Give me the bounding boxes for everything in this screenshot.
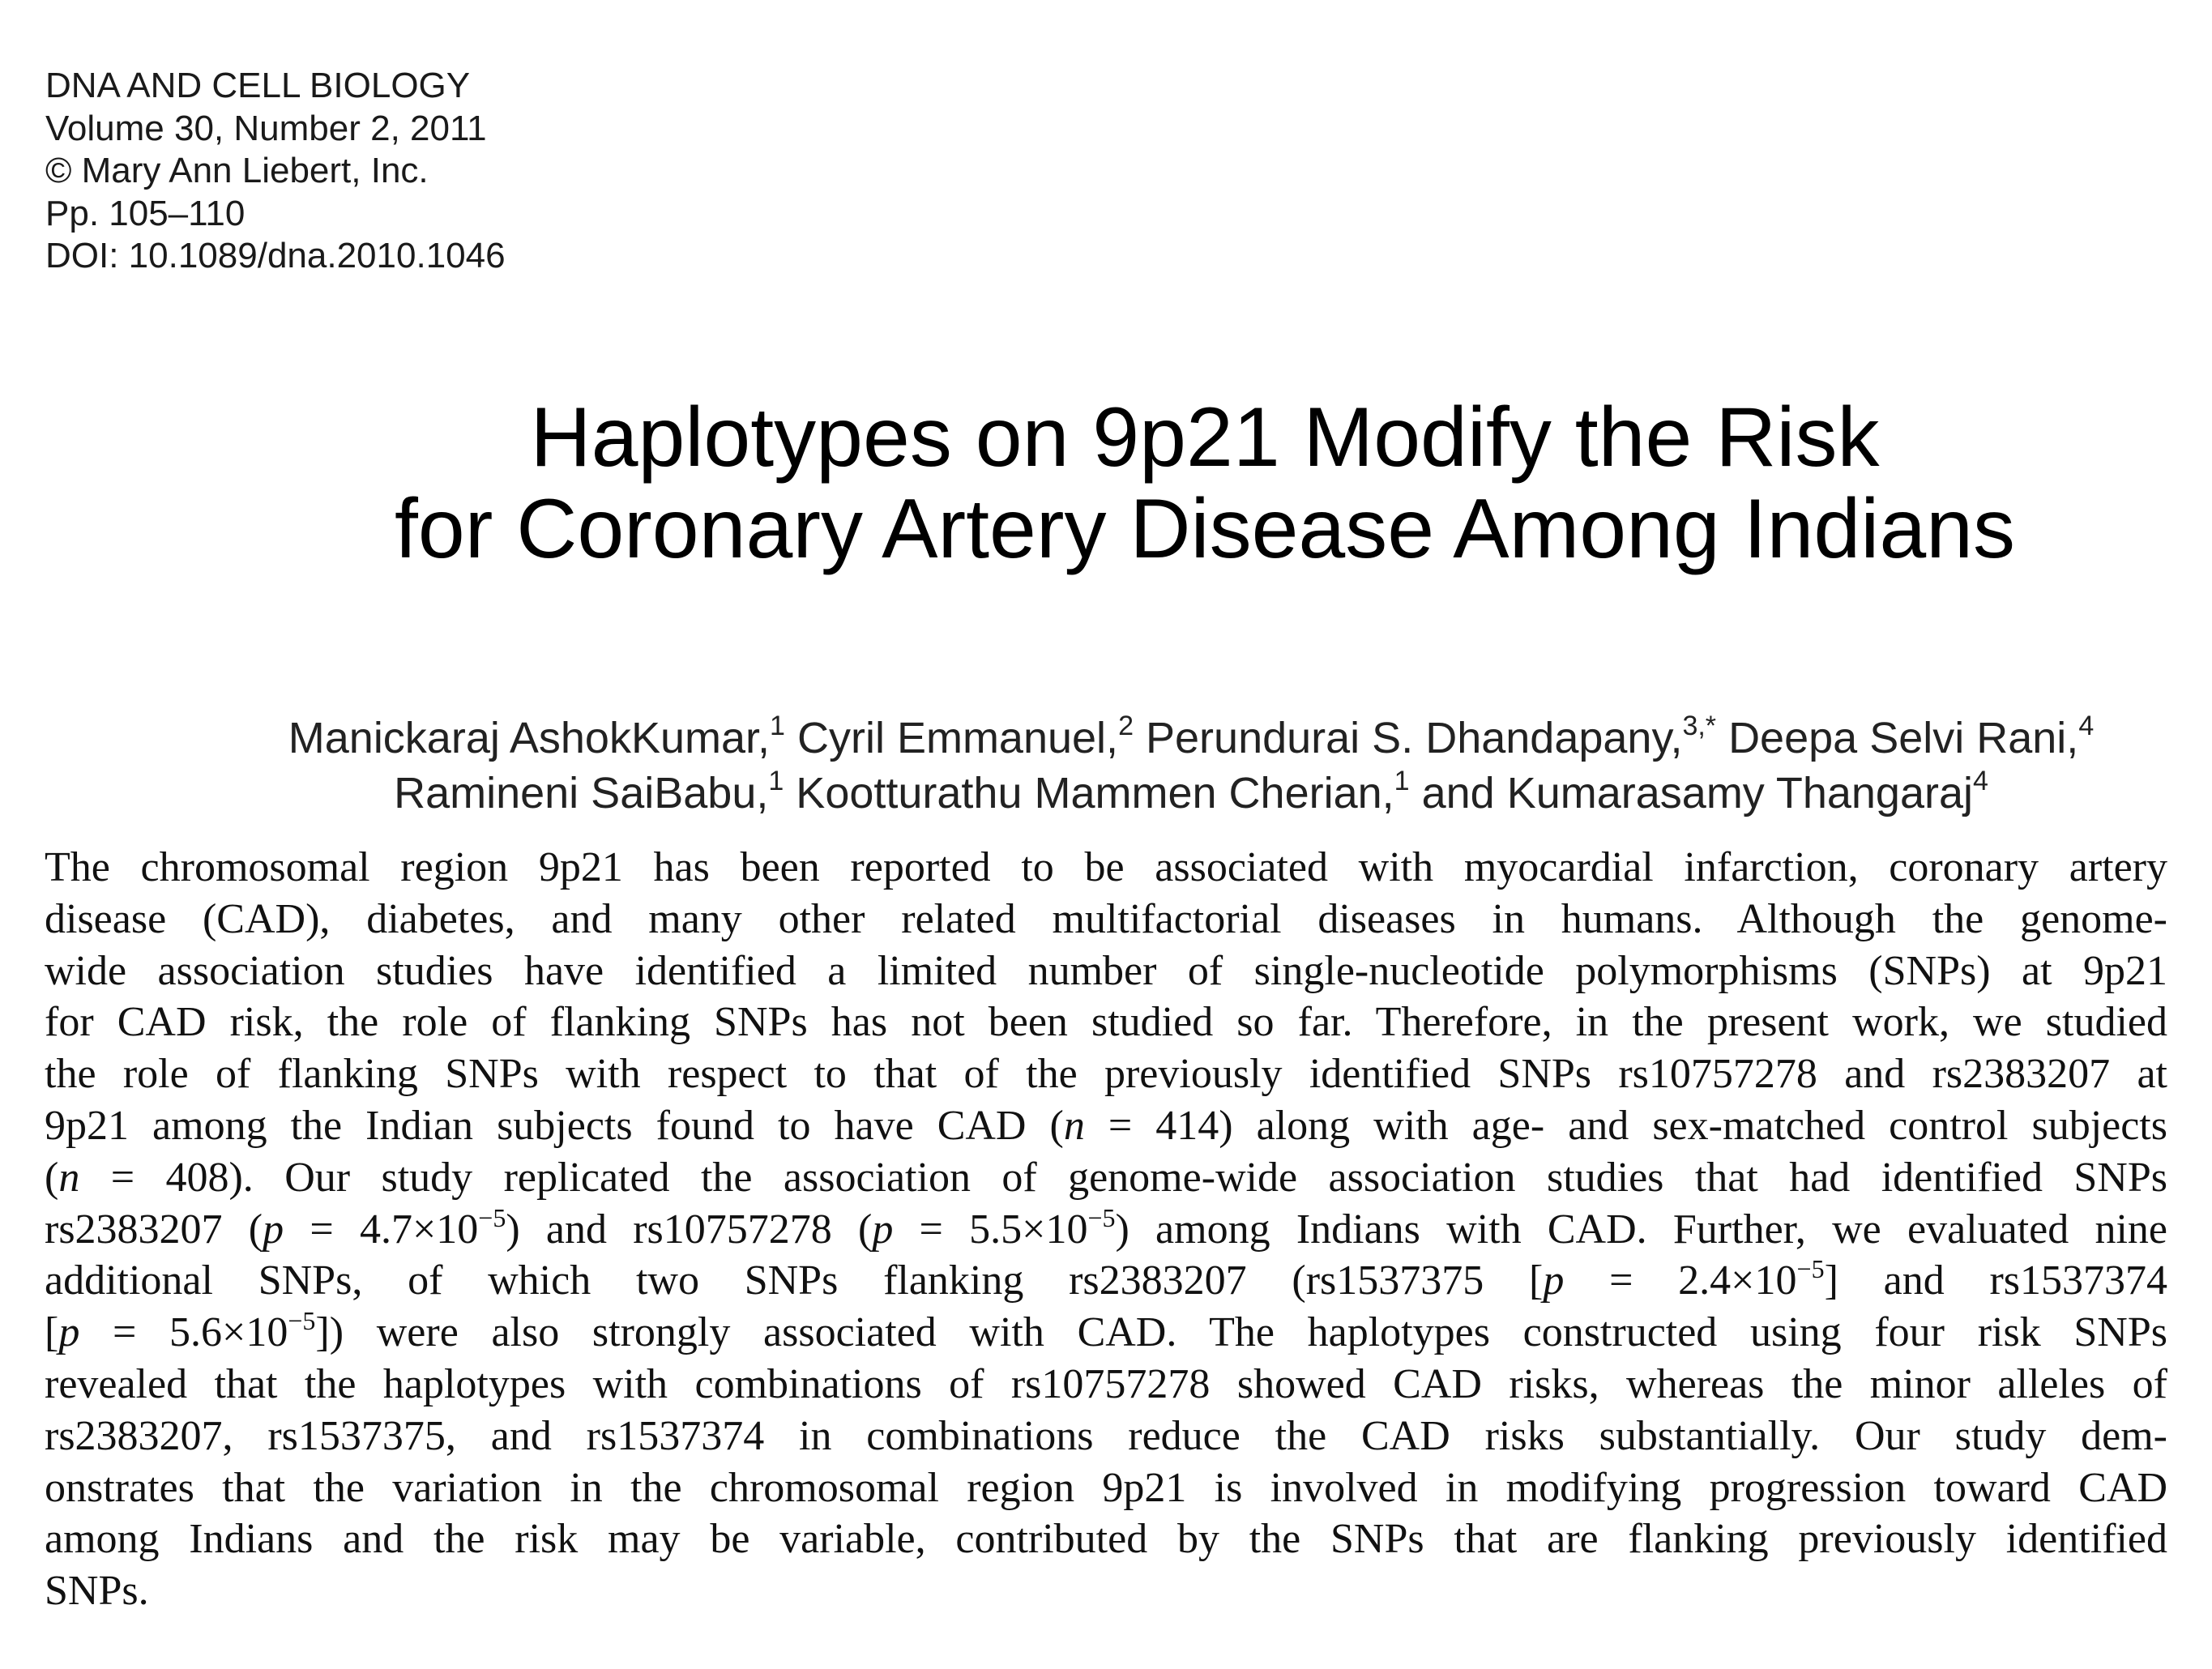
- math-variable: p: [1543, 1257, 1565, 1304]
- abstract-line: among Indians and the risk may be variable, contributed by the SNPs that are flanking previously identified: [45, 1516, 2167, 1563]
- abstract-line: wide association studies have identified a limited number of single-nucleotide polymorphisms (SNPs) at 9p21: [45, 947, 2167, 994]
- article-title-line-1: Haplotypes on 9p21 Modify the Risk: [530, 391, 1880, 484]
- abstract-line: the role of flanking SNPs with respect to that of the previously identified SNPs rs10757278 and rs2383207 at: [45, 1051, 2167, 1098]
- author-affiliation: 1: [1394, 766, 1410, 796]
- author-list: [170, 711, 2212, 821]
- journal-doi: DOI: 10.1089/dna.2010.1046: [45, 236, 506, 275]
- author-name: Kootturathu Mammen Cherian,: [796, 769, 1394, 817]
- abstract-text: (: [45, 1154, 59, 1201]
- author-name: Cyril Emmanuel,: [796, 714, 1119, 762]
- abstract-text: ]) were also strongly associated with CAD. The haplotypes constructed using four risk SNPs: [315, 1309, 2168, 1356]
- abstract-text: ] and rs1537374: [1824, 1257, 2168, 1304]
- math-variable: p: [58, 1309, 80, 1356]
- author-affiliation: 3,*: [1682, 711, 1717, 741]
- abstract-text: ) and rs10757278 (: [506, 1206, 873, 1253]
- abstract-text: 9p21 among the Indian subjects found to have CAD (: [45, 1102, 1064, 1149]
- author-name: Perundurai S. Dhandapany,: [1146, 714, 1683, 762]
- abstract-text: = 5.6×10: [79, 1309, 288, 1356]
- abstract-text: = 4.7×10: [284, 1206, 479, 1253]
- exponent: −5: [1087, 1202, 1116, 1232]
- abstract-line: The chromosomal region 9p21 has been reported to be associated with myocardial infarction, coronary artery: [45, 844, 2167, 890]
- abstract-text: [: [45, 1309, 59, 1356]
- author-line-2: [170, 766, 2212, 821]
- exponent: −5: [1796, 1254, 1825, 1284]
- abstract-line: onstrates that the variation in the chromosomal region 9p21 is involved in modifying progression toward CAD: [45, 1464, 2167, 1511]
- author-line-1: [170, 711, 2212, 766]
- math-variable: n: [58, 1154, 80, 1201]
- abstract-line: [45, 1152, 2167, 1204]
- abstract-line: SNPs.: [45, 1568, 149, 1615]
- abstract: [45, 842, 2167, 1617]
- abstract-line: disease (CAD), diabetes, and many other related multifactorial diseases in humans. Although the genome-: [45, 895, 2167, 942]
- abstract-text: = 408). Our study replicated the association of genome-wide association studies that had identified SNPs: [79, 1154, 2167, 1201]
- abstract-line: [45, 1255, 2167, 1307]
- math-variable: p: [263, 1206, 284, 1253]
- exponent: −5: [478, 1202, 506, 1232]
- abstract-line: revealed that the haplotypes with combinations of rs10757278 showed CAD risks, whereas the minor alleles of: [45, 1360, 2167, 1407]
- journal-header: [45, 65, 506, 278]
- abstract-line: for CAD risk, the role of flanking SNPs has not been studied so far. Therefore, in the present work, we studied: [45, 999, 2167, 1046]
- math-variable: p: [872, 1206, 894, 1253]
- abstract-line: [45, 1307, 2167, 1359]
- abstract-text: rs2383207 (: [45, 1206, 263, 1253]
- author-affiliation: 4: [1973, 766, 1988, 796]
- author-name: Manickaraj AshokKumar,: [288, 714, 771, 762]
- author-name: Ramineni SaiBabu,: [394, 769, 769, 817]
- journal-name: DNA AND CELL BIOLOGY: [45, 66, 471, 105]
- abstract-text: = 5.5×10: [893, 1206, 1088, 1253]
- math-variable: n: [1063, 1102, 1085, 1149]
- journal-volume: Volume 30, Number 2, 2011: [45, 108, 487, 148]
- abstract-text: ) among Indians with CAD. Further, we evaluated nine: [1115, 1206, 2167, 1253]
- article-title: [198, 392, 2212, 575]
- abstract-line: [45, 1204, 2167, 1256]
- author-name: and Kumarasamy Thangaraj: [1421, 769, 1973, 817]
- author-affiliation: 1: [770, 711, 785, 741]
- abstract-text: additional SNPs, of which two SNPs flanking rs2383207 (rs1537375 [: [45, 1257, 1544, 1304]
- journal-pages: Pp. 105–110: [45, 193, 246, 233]
- abstract-line: [45, 1100, 2167, 1152]
- author-name: Deepa Selvi Rani,: [1728, 714, 2079, 762]
- exponent: −5: [288, 1306, 316, 1336]
- journal-copyright: © Mary Ann Liebert, Inc.: [45, 151, 429, 190]
- abstract-text: = 414) along with age- and sex-matched control subjects: [1084, 1102, 2167, 1149]
- author-affiliation: 4: [2078, 711, 2095, 741]
- article-title-line-2: for Coronary Artery Disease Among Indians: [394, 482, 2016, 576]
- abstract-text: = 2.4×10: [1564, 1257, 1797, 1304]
- author-affiliation: 1: [768, 766, 784, 796]
- author-affiliation: 2: [1118, 711, 1134, 741]
- abstract-line: rs2383207, rs1537375, and rs1537374 in combinations reduce the CAD risks substantially. Our study dem-: [45, 1412, 2167, 1459]
